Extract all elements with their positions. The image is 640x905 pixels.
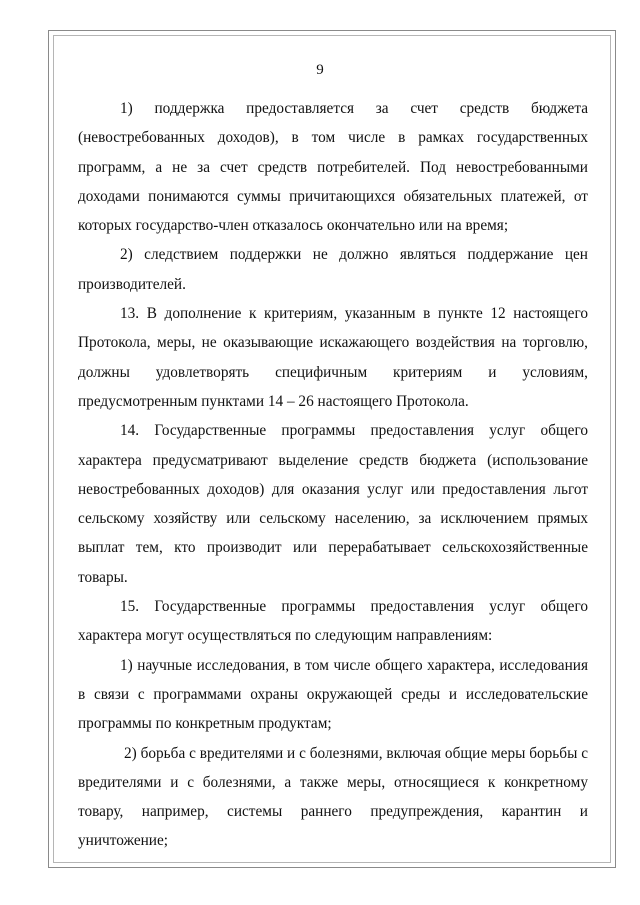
paragraph-producer-prices: 2) следствием поддержки не должно являться поддержание цен производителей. — [78, 246, 588, 293]
document-body — [78, 94, 588, 856]
paragraph-item-14: 14. Государственные программы предоставления услуг общего характера предусматривают выделение средств бюджета (использование невостребованных доходов) для оказания услуг или предоставления льгот сельскому хозяйству или сельскому населению, за исключением прямых выплат тем, кто производит или перерабатывает сельскохозяйственные товары. — [78, 422, 588, 586]
paragraph-support-budget: 1) поддержка предоставляется за счет средств бюджета (невостребованных доходов), в том числе в рамках государственных программ, а не за счет средств потребителей. Под невостребованными доходами понимаются суммы причитающихся обязательных платежей, от которых государство-член отказалось окончательно или на время; — [78, 100, 588, 235]
paragraph-item-15: 15. Государственные программы предоставления услуг общего характера могут осуществляться по следующим направлениям: — [78, 598, 588, 645]
paragraph-research: 1) научные исследования, в том числе общего характера, исследования в связи с программами охраны окружающей среды и исследовательские программы по конкретным продуктам; — [78, 656, 588, 733]
page-number: 9 — [316, 62, 324, 78]
paragraph-pest-control: 2) борьба с вредителями и с болезнями, включая общие меры борьбы с вредителями и с болезнями, а также меры, относящиеся к конкретному товару, например, системы раннего предупреждения, карантин и уничтожение; — [78, 744, 588, 850]
paragraph-item-13: 13. В дополнение к критериям, указанным в пункте 12 настоящего Протокола, меры, не оказывающие искажающего воздействия на торговлю, должны удовлетворять специфичным критериям и условиям, предусмотренным пунктами 14 – 26 настоящего Протокола. — [78, 305, 588, 410]
